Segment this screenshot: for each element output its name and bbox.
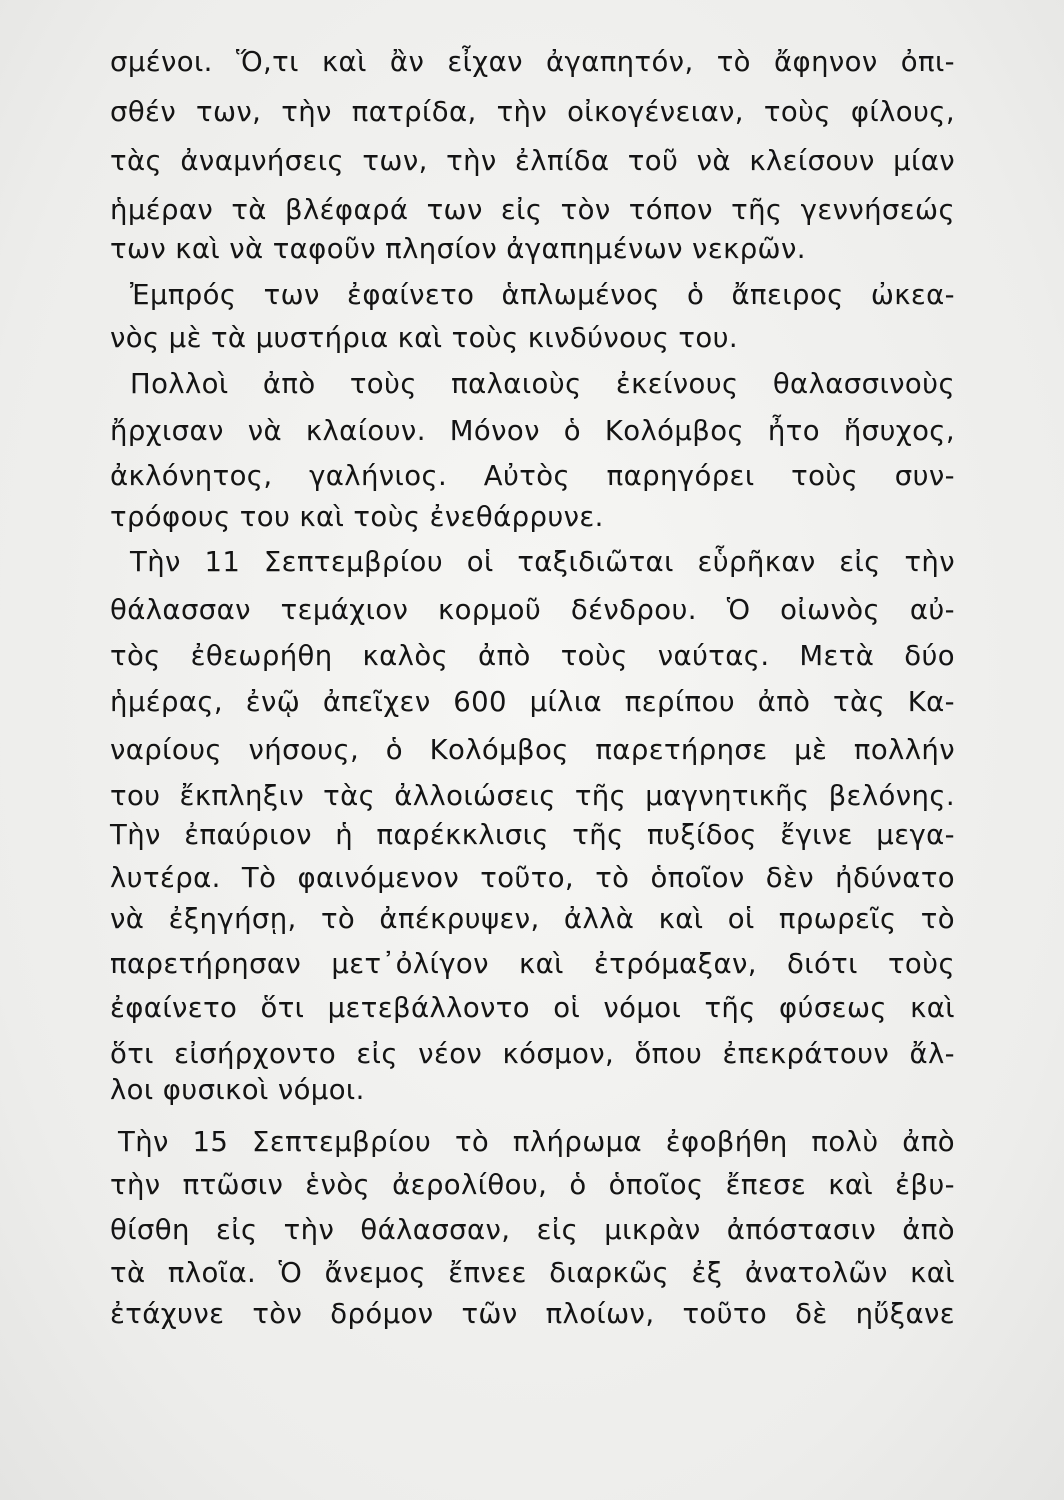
text-line-29: ἐτάχυνε τὸν δρόμον τῶν πλοίων, τοῦτο δὲ ηὔξανε (110, 1298, 955, 1330)
text-line-13: θάλασσαν τεμάχιον κορμοῦ δένδρου. Ὁ οἰωνὸς αὐ- (110, 594, 955, 626)
text-line-27: θίσθη εἰς τὴν θάλασσαν, εἰς μικρὰν ἀπόστασιν ἀπὸ (110, 1214, 955, 1246)
text-line-25: Τὴν 15 Σεπτεμβρίου τὸ πλήρωμα ἐφοβήθη πολὺ ἀπὸ (118, 1126, 955, 1158)
text-line-2: σθέν των, τὴν πατρίδα, τὴν οἰκογένειαν, τοὺς φίλους, (110, 96, 955, 128)
text-line-6: Ἐμπρός των ἐφαίνετο ἁπλωμένος ὁ ἄπειρος ὠκεα- (130, 279, 955, 311)
text-line-4: ἡμέραν τὰ βλέφαρά των εἰς τὸν τόπον τῆς γεννήσεώς (110, 194, 955, 226)
text-line-22: ἐφαίνετο ὅτι μετεβάλλοντο οἱ νόμοι τῆς φύσεως καὶ (110, 992, 955, 1024)
text-line-17: του ἔκπληξιν τὰς ἀλλοιώσεις τῆς μαγνητικῆς βελόνης. (110, 780, 955, 812)
text-line-11: τρόφους του καὶ τοὺς ἐνεθάρρυνε. (110, 501, 604, 533)
text-line-19: λυτέρα. Τὸ φαινόμενον τοῦτο, τὸ ὁποῖον δὲν ἠδύνατο (110, 862, 955, 894)
text-line-1: σμένοι. Ὅ,τι καὶ ἂν εἶχαν ἀγαπητόν, τὸ ἄφηνον ὀπι- (110, 46, 955, 78)
text-line-21: παρετήρησαν μετ᾽ὀλίγον καὶ ἐτρόμαξαν, διότι τοὺς (110, 948, 955, 980)
text-line-5: των καὶ νὰ ταφοῦν πλησίον ἀγαπημένων νεκρῶν. (110, 233, 806, 265)
text-line-15: ἡμέρας, ἐνῷ ἀπεῖχεν 600 μίλια περίπου ἀπὸ τὰς Κα- (110, 686, 955, 718)
text-line-28: τὰ πλοῖα. Ὁ ἄνεμος ἔπνεε διαρκῶς ἐξ ἀνατολῶν καὶ (110, 1257, 955, 1289)
text-line-16: ναρίους νήσους, ὁ Κολόμβος παρετήρησε μὲ πολλήν (110, 734, 955, 766)
text-line-24: λοι φυσικοὶ νόμοι. (110, 1074, 365, 1106)
text-line-8: Πολλοὶ ἀπὸ τοὺς παλαιοὺς ἐκείνους θαλασσινοὺς (130, 368, 955, 400)
text-line-3: τὰς ἀναμνήσεις των, τὴν ἐλπίδα τοῦ νὰ κλείσουν μίαν (110, 145, 955, 177)
text-line-14: τὸς ἐθεωρήθη καλὸς ἀπὸ τοὺς ναύτας. Μετὰ δύο (110, 640, 955, 672)
text-line-12: Τὴν 11 Σεπτεμβρίου οἱ ταξιδιῶται εὗρῆκαν εἰς τὴν (130, 546, 955, 578)
text-line-7: νὸς μὲ τὰ μυστήρια καὶ τοὺς κινδύνους του. (110, 322, 739, 354)
text-line-26: τὴν πτῶσιν ἑνὸς ἀερολίθου, ὁ ὁποῖος ἔπεσε καὶ ἐβυ- (110, 1169, 955, 1201)
text-line-18: Τὴν ἐπαύριον ἡ παρέκκλισις τῆς πυξίδος ἔγινε μεγα- (110, 819, 955, 851)
text-line-20: νὰ ἐξηγήσῃ, τὸ ἀπέκρυψεν, ἀλλὰ καὶ οἱ πρωρεῖς τὸ (110, 903, 955, 935)
text-line-9: ἤρχισαν νὰ κλαίουν. Μόνον ὁ Κολόμβος ἦτο ἥσυχος, (110, 415, 955, 447)
text-line-10: ἀκλόνητος, γαλήνιος. Αὐτὸς παρηγόρει τοὺς συν- (110, 460, 955, 492)
text-line-23: ὅτι εἰσήρχοντο εἰς νέον κόσμον, ὅπου ἐπεκράτουν ἄλ- (110, 1038, 955, 1070)
